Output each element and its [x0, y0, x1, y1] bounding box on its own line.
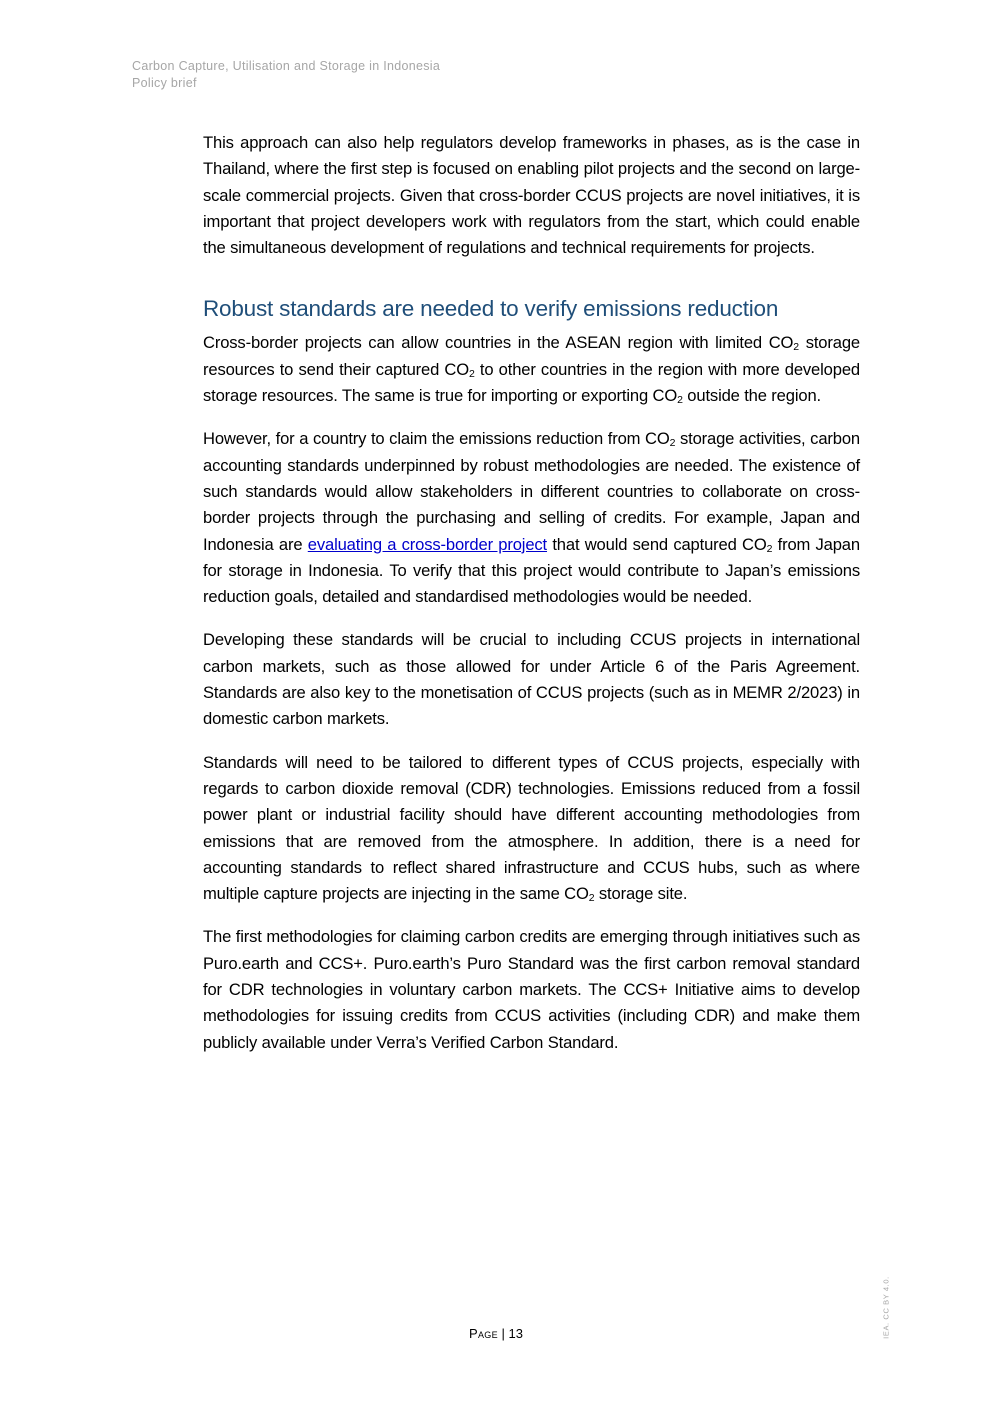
- paragraph-tailored-standards: Standards will need to be tailored to different types of CCUS projects, especially with regards to carbon dioxide removal (CDR) technologies. Emissions reduced from a fossil power plant or industrial facility should have different accounting methodologies from emissions that are removed from the atmosphere. In addition, there is a need for accounting standards to reflect shared infrastructure and CCUS hubs, such as where multiple capture projects are injecting in the same $CO_2$ storage site.: [203, 752, 860, 905]
- cross-border-project-link[interactable]: evaluating a cross-border project: [307, 534, 548, 554]
- page-number: 13: [508, 1326, 523, 1341]
- page-footer: [0, 1326, 992, 1341]
- licence-notice: IEA. CC BY 4.0.: [881, 1276, 891, 1339]
- intro-paragraph: This approach can also help regulators develop frameworks in phases, as is the case in Thailand, where the first step is focused on enabling pilot projects and the second on large-scale commercial projects. Given that cross-border CCUS projects are novel initiatives, it is important that project developers work with regulators from the start, which could enable the simultaneous development of regulations and technical requirements for projects.: [203, 133, 860, 258]
- page-label: Page: [469, 1326, 498, 1341]
- paragraph-methodologies: The first methodologies for claiming carbon credits are emerging through initiatives such as Puro.earth and CCS+. Puro.earth’s Puro Standard was the first carbon removal standard for CDR technologies in voluntary carbon markets. The CCS+ Initiative aims to develop methodologies for issuing credits from CCUS activities (including CDR) and make them publicly available under Verra’s Verified Carbon Standard.: [203, 927, 860, 1052]
- document-type: Policy brief: [132, 76, 197, 90]
- document-title: Carbon Capture, Utilisation and Storage in Indonesia: [132, 59, 441, 73]
- paragraph-cross-border: Cross-border projects can allow countries in the ASEAN region with limited $CO_2$ storage resources to send their captured $CO_2$ to other countries in the region with more developed storage resources. The same is true for importing or exporting $CO_2$ outside the region.: [203, 333, 860, 407]
- page-separator: |: [497, 1326, 509, 1341]
- paragraph-carbon-markets: Developing these standards will be crucial to including CCUS projects in international carbon markets, such as those allowed for under Article 6 of the Paris Agreement. Standards are also key to the monetisation of CCUS projects (such as in MEMR 2/2023) in domestic carbon markets.: [203, 630, 860, 729]
- page-body: [203, 130, 860, 1073]
- section-heading: Robust standards are needed to verify emissions reduction: [203, 296, 779, 322]
- running-header: [132, 58, 440, 92]
- paragraph-accounting-standards: However, for a country to claim the emissions reduction from $CO_2$ storage activities, carbon accounting standards underpinned by robust methodologies are needed. The existence of such standards would allow stakeholders in different countries to collaborate on cross-border projects through the purchasing and selling of credits. For example, Japan and Indonesia are evaluating a cross-border project that would send captured $CO_2$ from Japan for storage in Indonesia. To verify that this project would contribute to Japan’s emissions reduction goals, detailed and standardised methodologies would be needed.: [203, 429, 861, 607]
